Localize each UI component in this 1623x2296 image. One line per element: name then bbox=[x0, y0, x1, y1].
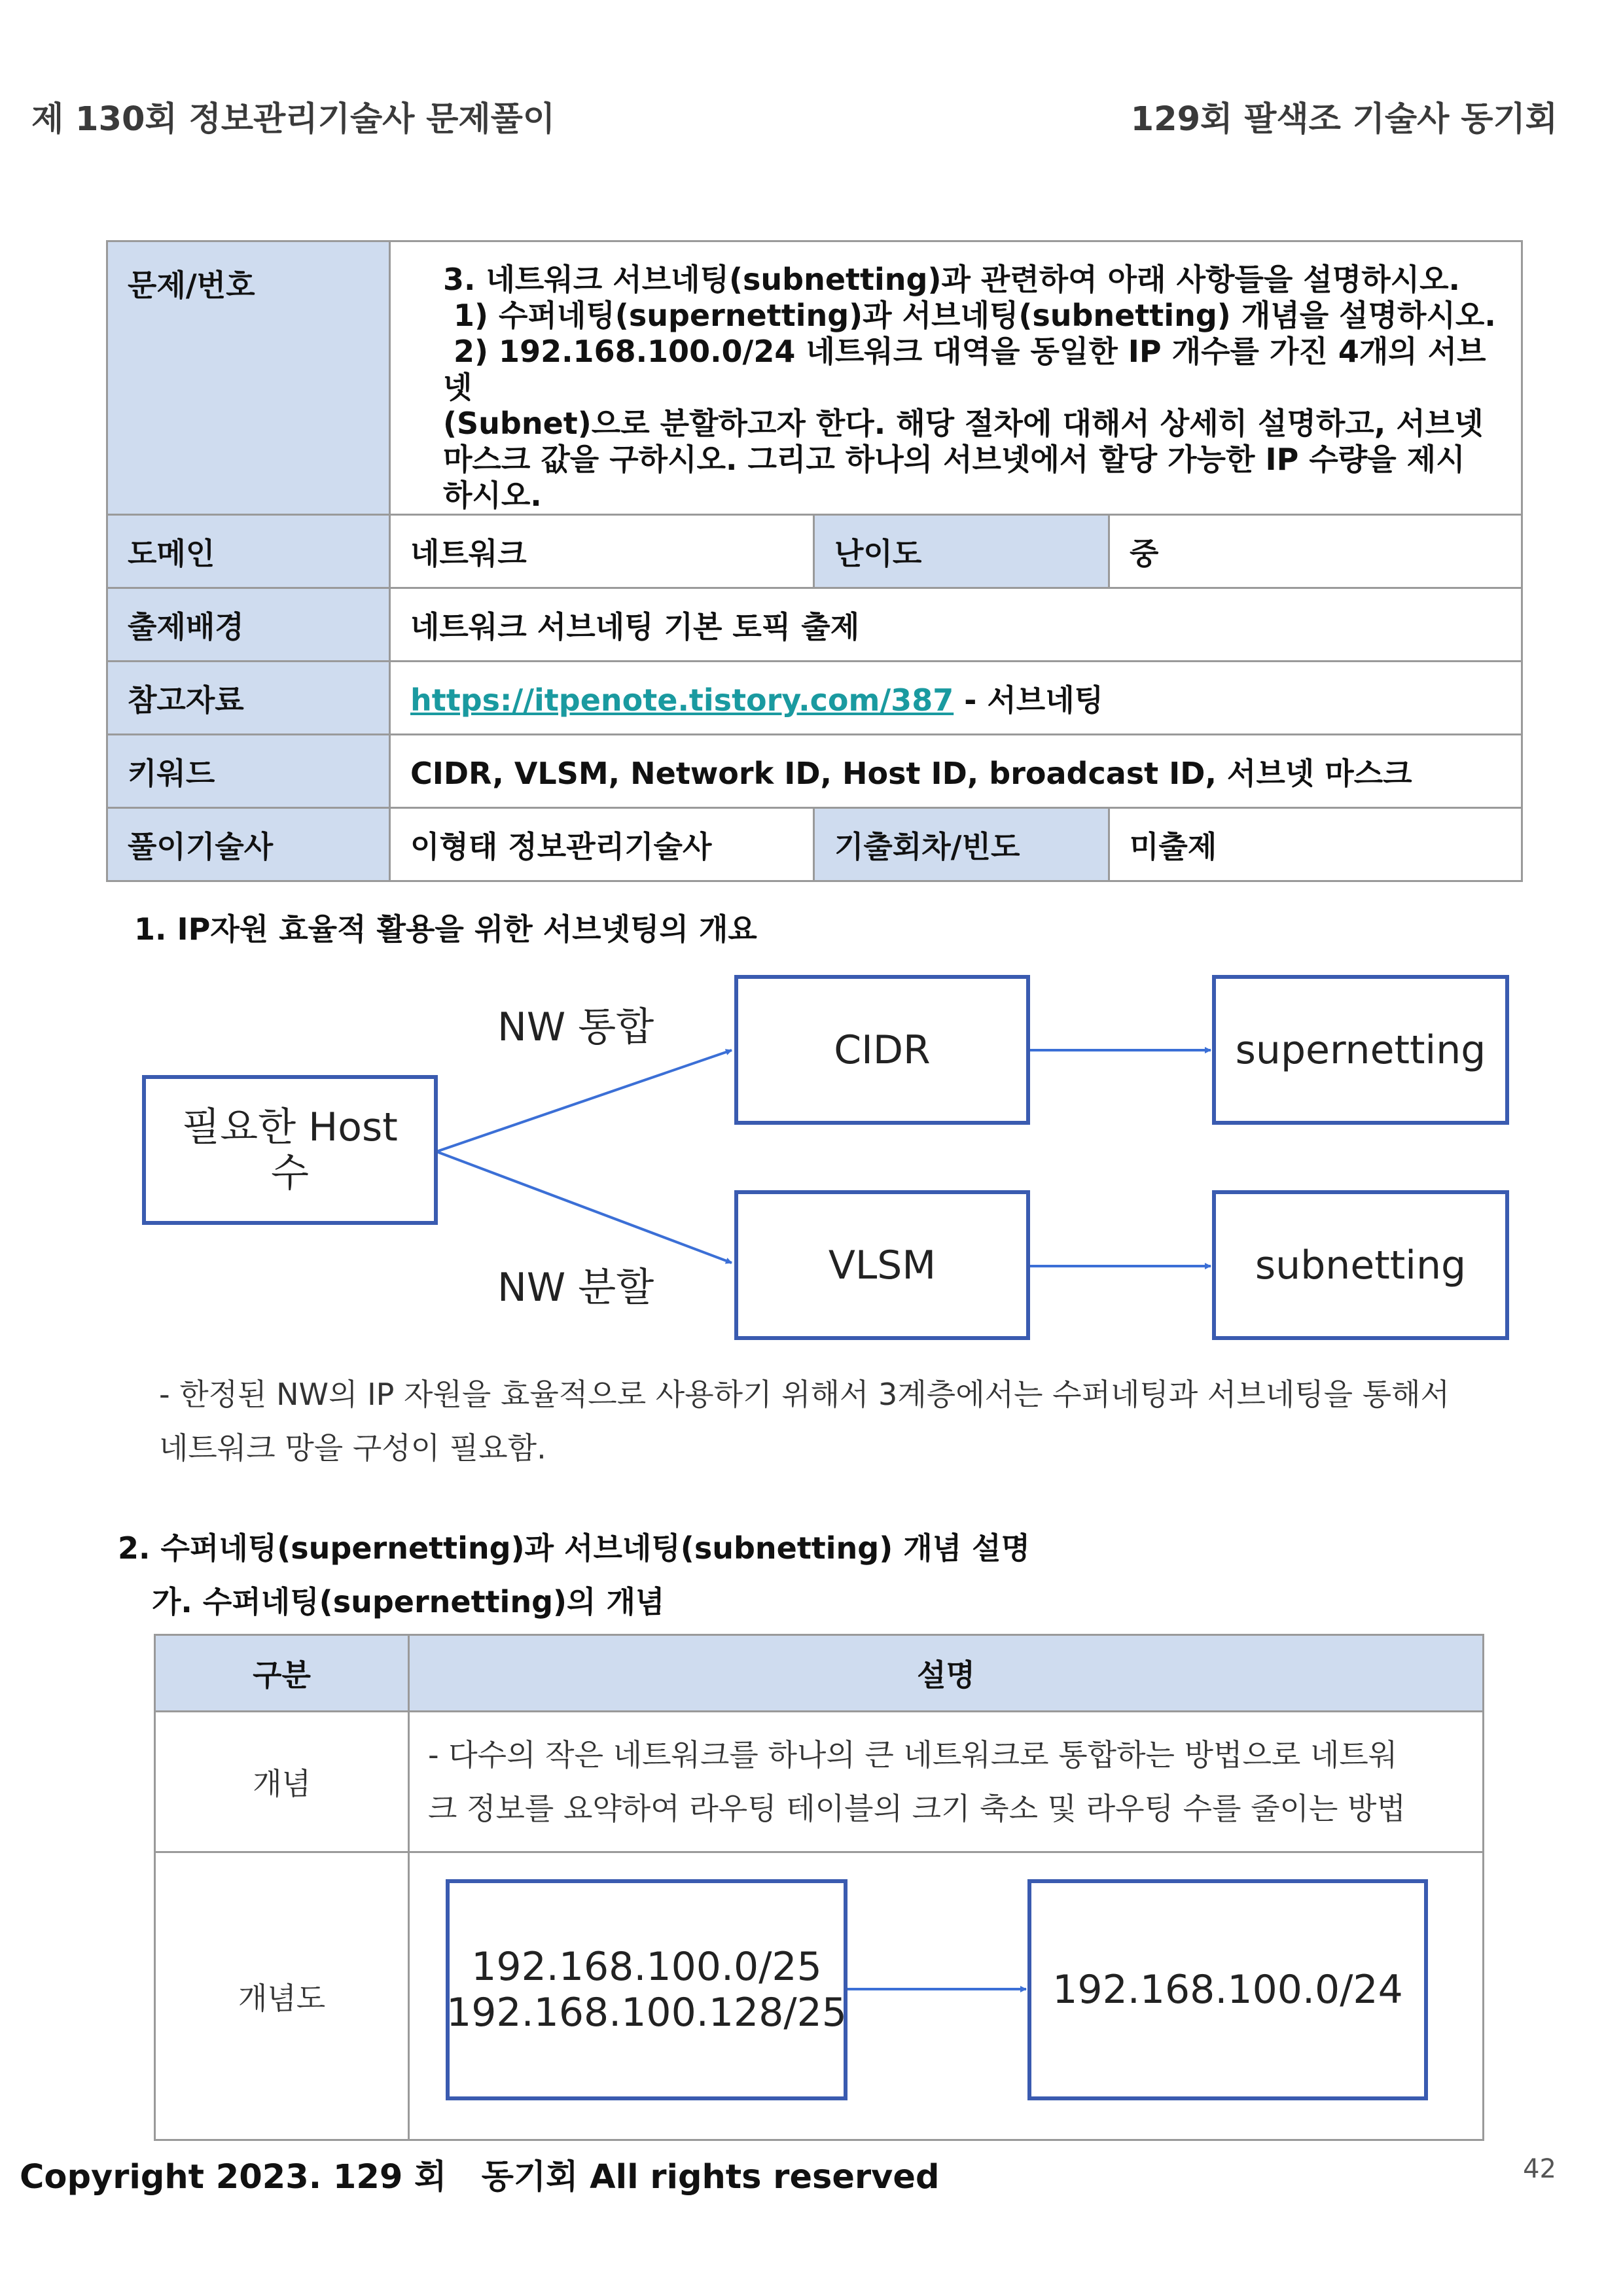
domain-value: 네트워크 bbox=[390, 515, 814, 588]
footer-copyright: Copyright 2023. 129 회 동기회 All rights reserved bbox=[20, 2158, 940, 2197]
description-line: 크 정보를 요약하여 라우팅 테이블의 크기 축소 및 라우팅 수를 줄이는 방법 bbox=[428, 1791, 1406, 1826]
supernet-result-box: 192.168.100.0/24 bbox=[1027, 1879, 1428, 2100]
question-label: 문제/번호 bbox=[107, 241, 390, 515]
frequency-value: 미출제 bbox=[1109, 808, 1522, 881]
question-line: 하시오. bbox=[443, 478, 542, 513]
header-left-title: 제 130회 정보관리기술사 문제풀이 bbox=[31, 100, 556, 139]
source-subnets-box: 192.168.100.0/25 192.168.100.128/25 bbox=[446, 1879, 847, 2100]
header-right-title: 129회 팔색조 기술사 동기회 bbox=[1130, 100, 1558, 139]
reference-suffix: - 서브네팅 bbox=[954, 682, 1104, 718]
required-host-box: 필요한 Host 수 bbox=[142, 1075, 438, 1225]
vlsm-box: VLSM bbox=[734, 1190, 1030, 1340]
subnetting-box: subnetting bbox=[1212, 1190, 1509, 1340]
section2-subtitle: 가. 수퍼네팅(supernetting)의 개념 bbox=[152, 1584, 665, 1619]
arrow-to-vlsm bbox=[437, 1152, 732, 1263]
question-line: 마스크 값을 구하시오. 그리고 하나의 서브넷에서 할당 가능한 IP 수량을 제시 bbox=[443, 442, 1465, 477]
column-header-category: 구분 bbox=[155, 1635, 409, 1712]
keyword-label: 키워드 bbox=[107, 735, 390, 808]
question-line: 3. 네트워크 서브네팅(subnetting)과 관련하여 아래 사항들을 설명하시오. bbox=[443, 262, 1460, 297]
arrow-to-cidr bbox=[437, 1050, 732, 1152]
overview-note-line1: - 한정된 NW의 IP 자원을 효율적으로 사용하기 위해서 3계층에서는 수퍼네팅과 서브네팅을 통해서 bbox=[159, 1377, 1450, 1412]
cidr-box: CIDR bbox=[734, 975, 1030, 1125]
question-line: 2) 192.168.100.0/24 네트워크 대역을 동일한 IP 개수를 가진 4개의 서브넷 bbox=[443, 334, 1486, 405]
row-category-diagram: 개념도 bbox=[155, 1852, 409, 2140]
background-label: 출제배경 bbox=[107, 588, 390, 662]
question-line: 1) 수퍼네팅(supernetting)과 서브네팅(subnetting) 개념을 설명하시오. bbox=[443, 298, 1496, 333]
background-value: 네트워크 서브네팅 기본 토픽 출제 bbox=[390, 588, 1522, 662]
domain-label: 도메인 bbox=[107, 515, 390, 588]
page-number: 42 bbox=[1523, 2154, 1556, 2184]
nw-division-label: NW 분할 bbox=[497, 1265, 654, 1311]
author-label: 풀이기술사 bbox=[107, 808, 390, 881]
overview-note-line2: 네트워크 망을 구성이 필요함. bbox=[159, 1430, 546, 1466]
author-value: 이형태 정보관리기술사 bbox=[390, 808, 814, 881]
section2-title: 2. 수퍼네팅(supernetting)과 서브네팅(subnetting) 개념 설명 bbox=[118, 1530, 1031, 1566]
supernetting-box: supernetting bbox=[1212, 975, 1509, 1125]
difficulty-value: 중 bbox=[1109, 515, 1522, 588]
difficulty-label: 난이도 bbox=[814, 515, 1109, 588]
nw-integration-label: NW 통합 bbox=[497, 1004, 654, 1050]
frequency-label: 기출회차/빈도 bbox=[814, 808, 1109, 881]
row-description-concept bbox=[409, 1712, 1484, 1852]
question-line: (Subnet)으로 분할하고자 한다. 해당 절차에 대해서 상세히 설명하고, 서브넷 bbox=[443, 406, 1484, 441]
row-category-concept: 개념 bbox=[155, 1712, 409, 1852]
description-line: - 다수의 작은 네트워크를 하나의 큰 네트워크로 통합하는 방법으로 네트워 bbox=[428, 1737, 1398, 1773]
column-header-description: 설명 bbox=[409, 1635, 1484, 1712]
keyword-value: CIDR, VLSM, Network ID, Host ID, broadcast ID, 서브넷 마스크 bbox=[390, 735, 1522, 808]
reference-label: 참고자료 bbox=[107, 662, 390, 735]
section1-title: 1. IP자원 효율적 활용을 위한 서브넷팅의 개요 bbox=[134, 911, 757, 947]
reference-link[interactable]: https://itpenote.tistory.com/387 bbox=[410, 682, 954, 718]
